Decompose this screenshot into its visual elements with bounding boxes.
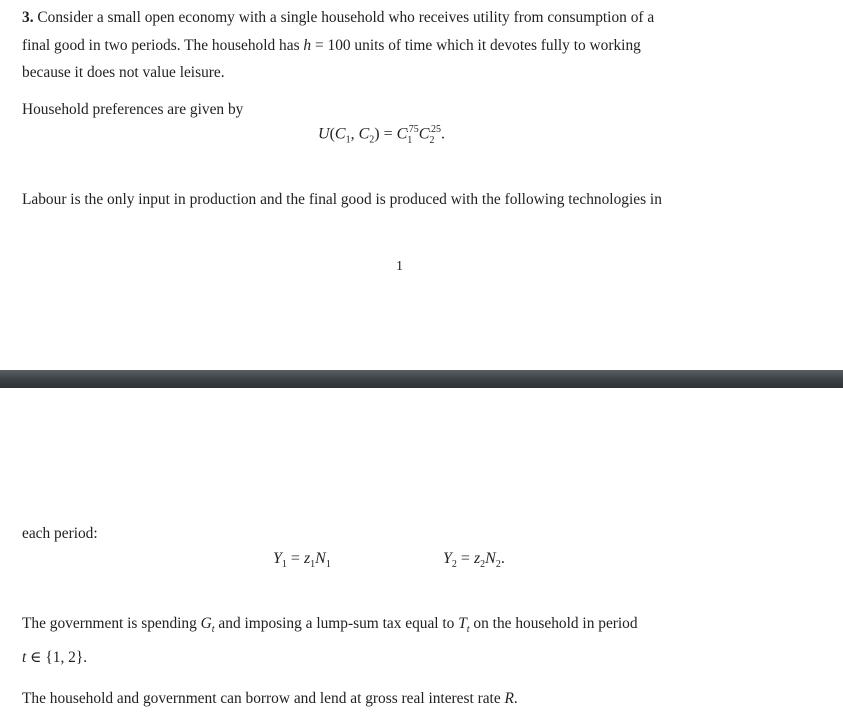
each-period-text: each period: [22, 525, 98, 542]
gov-line-2: t ∈ {1, 2}. [22, 648, 88, 666]
document-page-2 [0, 388, 843, 715]
borrowing-text: The household and government can borrow and lend at gross real interest rate R. [22, 690, 518, 707]
labour-text: Labour is the only input in production and the final good is produced with the following technologies in [22, 191, 662, 208]
technology-equation-1: $Y_1 = z_1N_1$ [273, 550, 331, 571]
intro-line-2: final good in two periods. The household has h = 100 units of time which it devotes fully to working [22, 36, 641, 54]
gov-line-1: The government is spending $G_t$ and imposing a lump-sum tax equal to $T_t$ on the household in period [22, 615, 638, 636]
utility-equation: $U(C_1$, $C_2) = C_1^{.75}C_2^{.25}$. [318, 124, 445, 146]
intro-line-1: Consider a small open economy with a single household who receives utility from consumption of a [37, 9, 655, 26]
intro-line-3: because it does not value leisure. [22, 64, 225, 81]
question-number: 3. [22, 9, 34, 26]
page-divider [0, 370, 843, 388]
question-intro-paragraph [22, 4, 782, 87]
page-number: 1 [396, 259, 403, 274]
technology-equation-2: $Y_2 = z_2N_2$. [443, 550, 505, 571]
preferences-text: Household preferences are given by [22, 101, 244, 118]
government-paragraph [22, 610, 782, 671]
